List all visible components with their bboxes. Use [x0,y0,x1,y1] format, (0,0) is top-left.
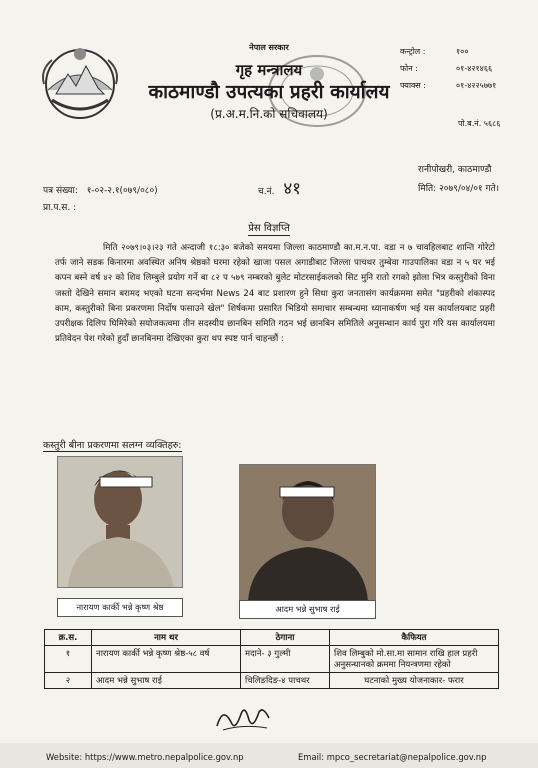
row-sn: १ [45,646,92,673]
letter-number-value: १-०२-२.१(०७९/०८०) [86,186,158,196]
date-label: मिति: [418,184,437,194]
suspects-table [44,629,499,689]
phone-label: फोन : [400,64,418,73]
col-name-header: नाम थर [92,630,241,646]
fax-number [400,80,510,91]
person-photo-icon [58,457,182,587]
location: रानीपोखरी, काठमाण्डौ [418,165,492,175]
email-link[interactable]: Email: mpco_secretariat@nepalpolice.gov.np [298,752,487,762]
po-box: पो.ब.नं. ५६८६ [458,119,501,128]
section-heading [43,438,182,451]
control-label: कन्ट्रोल : [400,47,426,56]
control-value: १०० [456,47,469,56]
col-remark-header: कैफियत [330,630,499,646]
office-name: काठमाण्डौ उपत्यका प्रहरी कार्यालय [148,81,390,103]
body-paragraph: मिति २०७९।०३।२३ गते अन्दाजी १८:३० बजेको समयमा जिल्ला काठमाण्डौ का.म.न.पा. वडा न ७ चावहिलबाट शान्ति गोरेटो तर्फ जाने सडक किनारमा अवस्थित अनिष श्रेष्ठको घरमा रहेको खाजा पसल अगाडीबाट जिल्ला पाचथर तुम्बेवा गाउपालिका वडा न ५ घर भई कपन बस्ने वर्ष ४२ को शिव लिम्बुले प्रयोग गर्ने बा ८२ प ५७९ नम्बरको बुलेट मोटरसाईकलको सिट मुनि रातो रगको झोला भित्र कस्तुरीको विना जस्तो देखिने समान बरामद भएको घटना सन्दर्भमा News 24 बाट प्रशारण हुने सिधा कुरा जनतासंग कार्यक्रममा समेत "प्रहरीको शंकास्पद काम, कस्तुरीको बिना प्रकरणमा निर्दोष फसाउने खेल" शिर्षकमा प्रसारित भिडियो समाचार सम्बन्धमा ध्यानाकर्षण भई यस कार्यालयबाट प्रहरी उपरीक्षक दिलिप घिमिरेको सयोजकत्वमा तीन सदस्यीय छानबिन समिति गठन भई छानबिन समितिले अनुसन्धान कार्य पुरा गरि यस कार्यालयमा प्रतिवेदन पेश गरेको हुदाँ छानबिनमा देखिएका कुरा थप स्पष्ट पार्न चाहन्छौं : [55,243,495,345]
control-number [400,46,510,57]
table-header-row [45,630,499,646]
website-link[interactable]: Website: https://www.metro.nepalpolice.gov.np [46,752,244,762]
ministry-name: गृह मन्त्रालय [235,61,303,79]
row-name: नारायण कार्की भन्ने कृष्ण श्रेष्ठ-५८ वर्ष [92,646,241,673]
col-sn-header: क्र.स. [45,630,92,646]
office-subtitle: (प्र.अ.म.नि.को सचिवालय) [210,107,328,121]
suspect-caption-1: नारायण कार्की भन्ने कृष्ण श्रेष्ठ [57,598,183,617]
press-release-title: प्रेस विज्ञप्ति [248,223,290,234]
person-photo-icon [240,465,375,601]
government-line: नेपाल सरकार [249,43,289,52]
pra-label: प्रा.प.स. : [43,203,77,213]
row-name: आदम भन्ने सुभाष राई [92,673,241,689]
fax-value: ०१-४२२५७७१ [456,81,497,90]
fax-label: फ्याक्स : [400,81,426,90]
section-heading-text: कस्तुरी बीना प्रकरणमा सलग्न व्यक्तिहरु: [43,440,182,451]
row-address: मदाने- ३ गुल्मी [241,646,330,673]
row-address: चिलिङदिङ-४ पाचथर [241,673,330,689]
suspect-photo-2 [239,464,376,602]
row-remark: घटनाको मुख्य योजनाकार- फरार [330,673,499,689]
table-row [45,646,499,673]
row-sn: २ [45,673,92,689]
letter-number [43,183,158,196]
date-value: २०७९/०४/०१ गते। [439,184,500,194]
dispatch-value-handwritten: ४१ [283,179,301,199]
phone-number [400,63,510,74]
phone-value: ०१-४२१४६६ [456,64,493,73]
letter-date [418,181,499,194]
suspect-caption-2: आदम भन्ने सुभाष राई [239,600,376,619]
dispatch-number [258,176,301,199]
letter-number-label: पत्र संख्या: [43,186,78,196]
document-title [0,220,538,234]
dispatch-label: च.नं. [258,187,275,197]
row-remark: शिव लिम्बुको मो.सा.मा सामान राखि हाल प्रहरी अनुसन्धानको क्रममा नियन्त्रणमा रहेको [330,646,499,673]
col-address-header: ठेगाना [241,630,330,646]
suspect-photo-1 [57,456,183,588]
signature-icon [213,700,275,738]
table-row [45,673,499,689]
footer [0,743,538,768]
